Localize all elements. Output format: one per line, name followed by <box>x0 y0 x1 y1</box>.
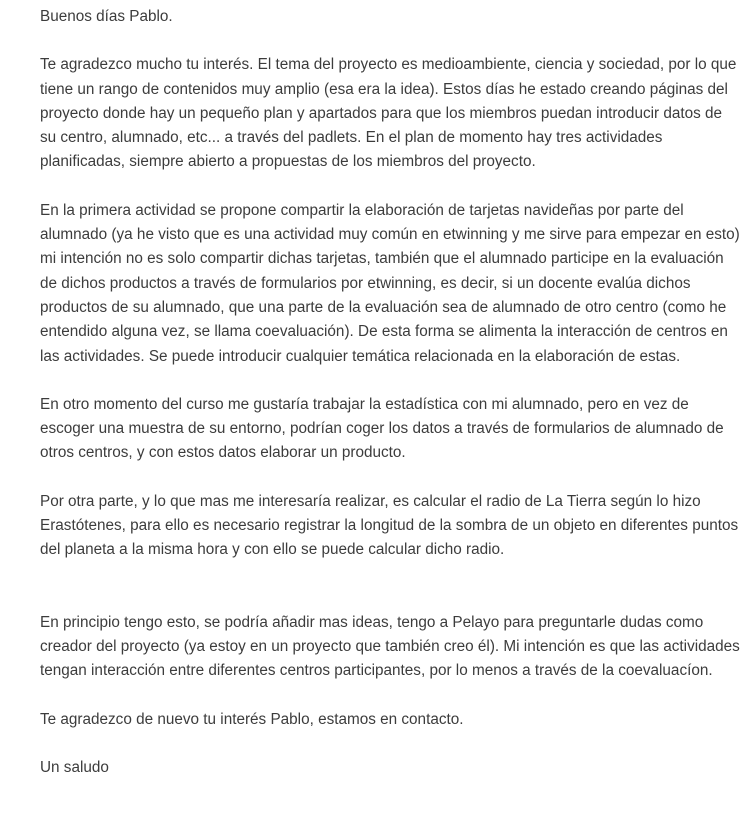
email-paragraph-summary: En principio tengo esto, se podría añadir mas ideas, tengo a Pelayo para preguntarle dudas como creador del proyecto (ya estoy en un proyecto que también creo él). Mi intención es que las actividades tengan interacción entre diferentes centros participantes, por lo menos a través de la coevaluacíon. <box>40 613 740 680</box>
email-paragraph-earth-radius: Por otra parte, y lo que mas me interesaría realizar, es calcular el radio de La Tierra según lo hizo Erastótenes, para ello es necesario registrar la longitud de la sombra de un objeto en diferentes puntos del planeta a la misma hora y con ello se puede calcular dicho radio. <box>40 492 739 559</box>
email-greeting: Buenos días Pablo. <box>40 8 173 25</box>
email-signoff: Un saludo <box>40 758 109 776</box>
email-paragraph-first-activity: En la primera actividad se propone compartir la elaboración de tarjetas navideñas por parte del alumnado (ya he visto que es una actividad muy común en etwinning y me sirve para empezar en esto) mi intención no es solo compartir dichas tarjetas, también que el alumnado participe en la evaluación de dichos productos a través de formularios por etwinning, es decir, si un docente evalúa dichos productos de su alumnado, que una parte de la evaluación sea de alumnado de otro centro (como he entendido alguna vez, se llama coevaluación). De esta forma se alimenta la interacción de centros en las actividades. Se puede introducir cualquier temática relacionada en la elaboración de estas. <box>40 201 740 365</box>
email-paragraph-statistics: En otro momento del curso me gustaría trabajar la estadística con mi alumnado, pero en vez de escoger una muestra de su entorno, podrían coger los datos a través de formularios de alumnado de otros centros, y con estos datos elaborar un producto. <box>40 395 724 462</box>
email-body <box>40 0 740 780</box>
email-paragraph-project-intro: Te agradezco mucho tu interés. El tema del proyecto es medioambiente, ciencia y sociedad, por lo que tiene un rango de contenidos muy amplio (esa era la idea). Estos días he estado creando páginas del proyecto donde hay un pequeño plan y apartados para que los miembros puedan introducir datos de su centro, alumnado, etc... a través del padlets. En el plan de momento hay tres actividades planificadas, siempre abierto a propuestas de los miembros del proyecto. <box>40 56 737 171</box>
email-paragraph-thanks: Te agradezco de nuevo tu interés Pablo, estamos en contacto. <box>40 710 464 728</box>
